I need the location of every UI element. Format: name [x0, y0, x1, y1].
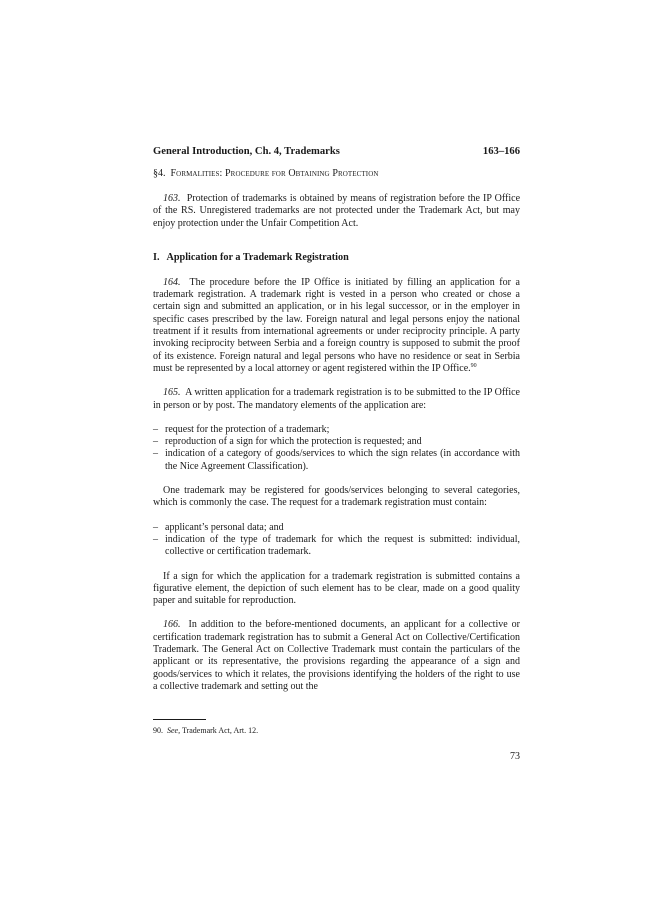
paragraph-number: 166.: [163, 619, 181, 631]
footnote-divider: [153, 719, 206, 720]
paragraph-165-figurative: If a sign for which the application for a trademark registration is submitted contains a figurative element, the depiction of such element has to be clear, made on a good quality paper and suitable for reproduction.: [153, 570, 520, 607]
running-head-title: General Introduction, Ch. 4, Trademarks: [153, 146, 340, 157]
footnote-90: [153, 726, 258, 736]
section-heading: [153, 252, 520, 264]
request-contents-list: [153, 522, 520, 559]
list-item: – applicant’s personal data; and: [153, 522, 520, 534]
list-item: – reproduction of a sign for which the protection is requested; and: [153, 436, 520, 448]
paragraph-164: [153, 277, 520, 375]
running-head-para-range: 163–166: [482, 146, 520, 157]
footnote-number: 90.: [153, 726, 163, 735]
paragraph-text: In addition to the before-mentioned documents, an applicant for a collective or certification trademark registration has to submit a General Act on Collective/Certification Trademark. The General Act on Collective Trademark must contain the particulars of the applicant or its representative, the provisions regarding the appearance of a sign and goods/services to which it relates, the provisions identifying the holders of the right to use a collective trademark and setting out the: [153, 619, 521, 692]
section-number: I.: [153, 251, 160, 263]
paragraph-166: [153, 619, 520, 693]
paragraph-163: [153, 193, 520, 230]
paragraph-165: [153, 387, 520, 412]
list-item: – request for the protection of a trademark;: [153, 424, 520, 436]
paragraph-text: Protection of trademarks is obtained by means of registration before the IP Office of the RS. Unregistered trademarks are not protected under the Trademark Act, but may enjoy protection under the Unfair Competition Act.: [153, 193, 521, 229]
footnote-see: See,: [167, 726, 181, 735]
list-item: – indication of a category of goods/services to which the sign relates (in accordance with the Nice Agreement Classification).: [153, 448, 520, 473]
footnote-text: Trademark Act, Art. 12.: [181, 726, 259, 735]
subhead-number: §4.: [153, 168, 166, 179]
paragraph-text: The procedure before the IP Office is initiated by filling an application for a trademark registration. A trademark right is vested in a person who created or chose a certain sign and submitted an application, or in his legal successor, or in the employer in specific cases prescribed by the law. Foreign natural and legal persons enjoy the national treatment if it results from international agreements or under reciprocity principle. A party invoking reciprocity between Serbia and a foreign country is supposed to submit the proof of its existence. Foreign natural and legal persons who have no residence or seat in Serbia must be represented by a local attorney or agent registered within the IP Office.: [153, 276, 520, 374]
paragraph-number: 165.: [163, 387, 181, 399]
page-body: [153, 146, 520, 693]
mandatory-elements-list: [153, 424, 520, 473]
list-item: – indication of the type of trademark for which the request is submitted: individual, collective or certification trademark.: [153, 534, 520, 559]
paragraph-text: A written application for a trademark registration is to be submitted to the IP Office in person or by post. The mandatory elements of the application are:: [153, 387, 520, 411]
footnote-ref: 90: [470, 362, 477, 369]
chapter-subhead: [153, 168, 520, 180]
paragraph-number: 163.: [163, 193, 181, 204]
running-head: [153, 146, 520, 158]
subhead-title: Formalities: Procedure for Obtaining Protection: [170, 168, 379, 179]
page-number: 73: [510, 751, 520, 762]
section-title: Application for a Trademark Registration: [166, 251, 349, 263]
paragraph-number: 164.: [163, 276, 181, 288]
paragraph-165-continued: One trademark may be registered for goods/services belonging to several categories, which is commonly the case. The request for a trademark registration must contain:: [153, 485, 520, 509]
